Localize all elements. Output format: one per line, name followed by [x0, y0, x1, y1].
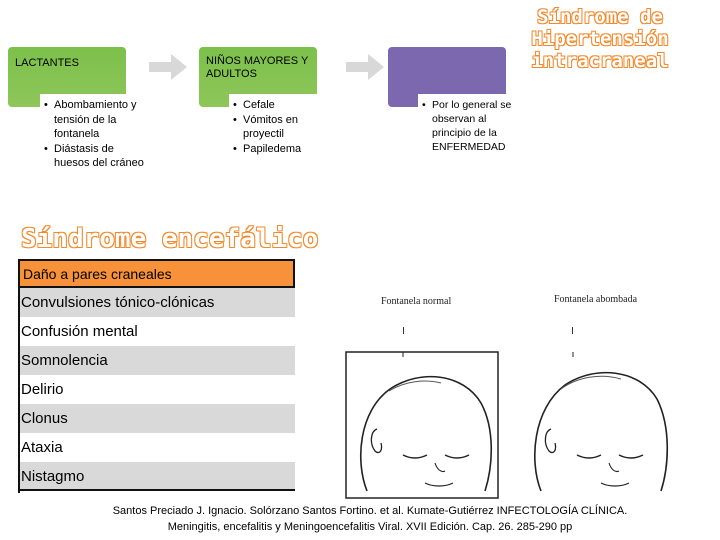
- infant-head-bulging-illustration: [521, 351, 675, 499]
- stage-ninos-header-text: NIÑOS MAYORES Y ADULTOS: [206, 55, 309, 80]
- table-row: Confusión mental: [18, 317, 295, 346]
- stage-lactantes-body: [40, 94, 154, 173]
- table-row: Somnolencia: [18, 346, 295, 375]
- stage-lactantes-item: • Diástasis de huesos del cráneo: [44, 142, 150, 171]
- fontanela-normal-label: Fontanela normal: [381, 296, 452, 307]
- corner-title: [520, 6, 680, 72]
- symptom-table: [18, 259, 295, 491]
- citation-line-2: Meningitis, encefalitis y Meningoencefalitis Viral. XVII Edición. Cap. 26. 285-290 pp: [167, 521, 573, 533]
- arrow-right-icon: [149, 54, 187, 80]
- pointer-mark: [403, 327, 404, 334]
- table-row: Clonus: [18, 404, 295, 433]
- corner-title-line-2: Hipertensión: [531, 28, 669, 50]
- stage-ninos-item: • Cefale: [233, 98, 337, 113]
- table-row: Ataxia: [18, 433, 295, 462]
- arrow-right-icon: [346, 54, 384, 80]
- stage-ninos-item: • Vómitos en proyectil: [233, 113, 337, 142]
- stage-ninos-body: [229, 94, 341, 158]
- table-row: Nistagmo: [18, 462, 295, 491]
- table-left-border: [18, 259, 20, 493]
- infant-head-normal-illustration: [345, 351, 499, 499]
- stage-lactantes-header: LACTANTES: [15, 57, 79, 69]
- stage-ninos-item: • Papiledema: [233, 142, 337, 157]
- table-row: Delirio: [18, 375, 295, 404]
- corner-title-line-3: intracraneal: [531, 50, 669, 72]
- stage-onset-body: [418, 94, 516, 156]
- stage-lactantes-item: • Abombamiento y tensión de la fontanela: [44, 98, 150, 142]
- fontanela-abombada-label: Fontanela abombada: [554, 294, 638, 305]
- pointer-mark: [572, 327, 573, 334]
- citation-line-1: Santos Preciado J. Ignacio. Solórzano Santos Fortino. et al. Kumate-Gutiérrez INFECTOLOGÍA CLÍNICA.: [112, 505, 628, 517]
- stage-ninos-header: [206, 55, 316, 81]
- table-row: Convulsiones tónico-clónicas: [18, 288, 295, 317]
- main-title: Síndrome encefálico: [21, 224, 319, 254]
- corner-title-line-1: Síndrome de: [537, 6, 663, 28]
- table-header: Daño a pares craneales: [18, 259, 295, 288]
- citation: [60, 503, 680, 535]
- stage-onset-item: • Por lo general se observan al principio de la ENFERMEDAD: [422, 98, 514, 154]
